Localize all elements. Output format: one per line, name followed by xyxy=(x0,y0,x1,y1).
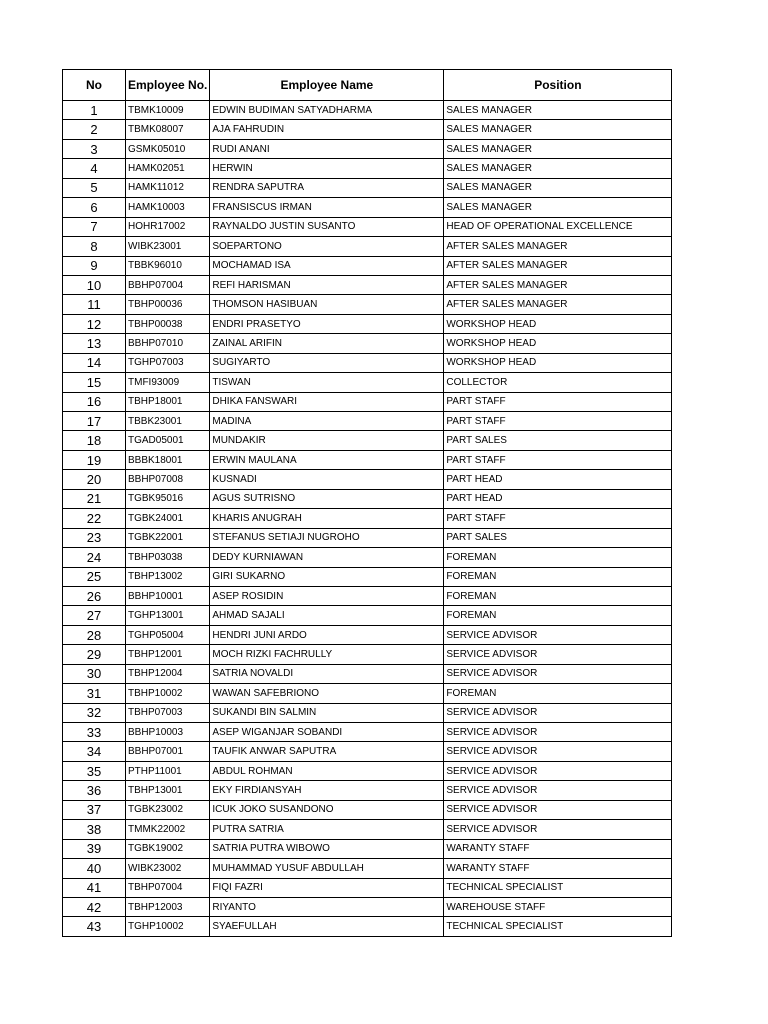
employee-name: MADINA xyxy=(210,412,444,431)
employee-name: STEFANUS SETIAJI NUGROHO xyxy=(210,528,444,547)
row-number: 13 xyxy=(63,334,126,353)
employee-name: GIRI SUKARNO xyxy=(210,567,444,586)
row-number: 38 xyxy=(63,820,126,839)
position: FOREMAN xyxy=(444,548,672,567)
table-row xyxy=(63,703,672,722)
table-row xyxy=(63,178,672,197)
employee-name: AGUS SUTRISNO xyxy=(210,489,444,508)
position: PART STAFF xyxy=(444,450,672,469)
row-number: 34 xyxy=(63,742,126,761)
row-number: 8 xyxy=(63,237,126,256)
employee-number: TBMK08007 xyxy=(126,120,210,139)
position: FOREMAN xyxy=(444,567,672,586)
employee-number: TGHP05004 xyxy=(126,625,210,644)
position: WARANTY STAFF xyxy=(444,859,672,878)
employee-number: TBHP03038 xyxy=(126,548,210,567)
employee-name: AHMAD SAJALI xyxy=(210,606,444,625)
table-row xyxy=(63,159,672,178)
employee-name: MOCHAMAD ISA xyxy=(210,256,444,275)
employee-name: SUKANDI BIN SALMIN xyxy=(210,703,444,722)
table-row xyxy=(63,392,672,411)
employee-name: MOCH RIZKI FACHRULLY xyxy=(210,645,444,664)
table-row xyxy=(63,606,672,625)
employee-number: BBHP07001 xyxy=(126,742,210,761)
employee-name: SATRIA NOVALDI xyxy=(210,664,444,683)
row-number: 3 xyxy=(63,139,126,158)
row-number: 28 xyxy=(63,625,126,644)
employee-number: TBHP12004 xyxy=(126,664,210,683)
table-row xyxy=(63,509,672,528)
employee-number: TBHP07003 xyxy=(126,703,210,722)
table-row xyxy=(63,489,672,508)
employee-name: RUDI ANANI xyxy=(210,139,444,158)
employee-number: TGBK22001 xyxy=(126,528,210,547)
position: SALES MANAGER xyxy=(444,159,672,178)
position: AFTER SALES MANAGER xyxy=(444,295,672,314)
table-row xyxy=(63,684,672,703)
employee-number: TBHP07004 xyxy=(126,878,210,897)
employee-number: TBHP12003 xyxy=(126,897,210,916)
table-row xyxy=(63,742,672,761)
employee-number: BBHP07008 xyxy=(126,470,210,489)
employee-name: RIYANTO xyxy=(210,897,444,916)
table-row xyxy=(63,412,672,431)
employee-number: TGBK24001 xyxy=(126,509,210,528)
position: SERVICE ADVISOR xyxy=(444,761,672,780)
position: AFTER SALES MANAGER xyxy=(444,237,672,256)
employee-number: BBBK18001 xyxy=(126,450,210,469)
table-row xyxy=(63,781,672,800)
table-row xyxy=(63,586,672,605)
position: SERVICE ADVISOR xyxy=(444,703,672,722)
position: WARANTY STAFF xyxy=(444,839,672,858)
employee-name: ERWIN MAULANA xyxy=(210,450,444,469)
header-employee-name: Employee Name xyxy=(210,70,444,101)
row-number: 1 xyxy=(63,101,126,120)
table-row xyxy=(63,256,672,275)
employee-name: EDWIN BUDIMAN SATYADHARMA xyxy=(210,101,444,120)
employee-name: ICUK JOKO SUSANDONO xyxy=(210,800,444,819)
row-number: 16 xyxy=(63,392,126,411)
table-row xyxy=(63,101,672,120)
position: SERVICE ADVISOR xyxy=(444,645,672,664)
row-number: 5 xyxy=(63,178,126,197)
table-row xyxy=(63,237,672,256)
position: AFTER SALES MANAGER xyxy=(444,256,672,275)
employee-number: TGBK19002 xyxy=(126,839,210,858)
row-number: 11 xyxy=(63,295,126,314)
table-row xyxy=(63,373,672,392)
row-number: 9 xyxy=(63,256,126,275)
table-row xyxy=(63,450,672,469)
position: FOREMAN xyxy=(444,586,672,605)
table-row xyxy=(63,897,672,916)
employee-name: HENDRI JUNI ARDO xyxy=(210,625,444,644)
employee-number: TBHP12001 xyxy=(126,645,210,664)
employee-number: TMFI93009 xyxy=(126,373,210,392)
row-number: 2 xyxy=(63,120,126,139)
employee-number: BBHP10003 xyxy=(126,723,210,742)
table-row xyxy=(63,645,672,664)
position: PART SALES xyxy=(444,528,672,547)
table-row xyxy=(63,334,672,353)
table-row xyxy=(63,567,672,586)
row-number: 18 xyxy=(63,431,126,450)
position: HEAD OF OPERATIONAL EXCELLENCE xyxy=(444,217,672,236)
employee-number: TBHP00038 xyxy=(126,314,210,333)
employee-number: TGHP10002 xyxy=(126,917,210,936)
employee-name: ENDRI PRASETYO xyxy=(210,314,444,333)
table-row xyxy=(63,353,672,372)
row-number: 31 xyxy=(63,684,126,703)
table-row xyxy=(63,917,672,936)
employee-name: KUSNADI xyxy=(210,470,444,489)
table-row xyxy=(63,295,672,314)
employee-name: ABDUL ROHMAN xyxy=(210,761,444,780)
table-row xyxy=(63,723,672,742)
employee-name: EKY FIRDIANSYAH xyxy=(210,781,444,800)
row-number: 39 xyxy=(63,839,126,858)
position: PART HEAD xyxy=(444,489,672,508)
employee-number: TGAD05001 xyxy=(126,431,210,450)
table-body xyxy=(63,101,672,937)
position: SERVICE ADVISOR xyxy=(444,664,672,683)
position: SERVICE ADVISOR xyxy=(444,820,672,839)
position: COLLECTOR xyxy=(444,373,672,392)
position: SALES MANAGER xyxy=(444,101,672,120)
employee-name: TISWAN xyxy=(210,373,444,392)
row-number: 42 xyxy=(63,897,126,916)
row-number: 24 xyxy=(63,548,126,567)
employee-name: SYAEFULLAH xyxy=(210,917,444,936)
header-employee-no: Employee No. xyxy=(126,70,210,101)
position: PART HEAD xyxy=(444,470,672,489)
row-number: 23 xyxy=(63,528,126,547)
position: PART SALES xyxy=(444,431,672,450)
row-number: 19 xyxy=(63,450,126,469)
position: SERVICE ADVISOR xyxy=(444,800,672,819)
employee-number: TGHP07003 xyxy=(126,353,210,372)
table-row xyxy=(63,314,672,333)
employee-number: TGHP13001 xyxy=(126,606,210,625)
employee-number: TBHP10002 xyxy=(126,684,210,703)
table-row xyxy=(63,761,672,780)
row-number: 33 xyxy=(63,723,126,742)
employee-name: ASEP WIGANJAR SOBANDI xyxy=(210,723,444,742)
employee-number: WIBK23001 xyxy=(126,237,210,256)
employee-name: HERWIN xyxy=(210,159,444,178)
employee-number: HAMK10003 xyxy=(126,198,210,217)
header-position: Position xyxy=(444,70,672,101)
employee-number: TBHP13002 xyxy=(126,567,210,586)
row-number: 4 xyxy=(63,159,126,178)
table-row xyxy=(63,839,672,858)
employee-name: ZAINAL ARIFIN xyxy=(210,334,444,353)
position: PART STAFF xyxy=(444,392,672,411)
employee-name: RENDRA SAPUTRA xyxy=(210,178,444,197)
row-number: 14 xyxy=(63,353,126,372)
employee-table xyxy=(62,69,672,937)
row-number: 12 xyxy=(63,314,126,333)
employee-name: PUTRA SATRIA xyxy=(210,820,444,839)
row-number: 25 xyxy=(63,567,126,586)
employee-name: WAWAN SAFEBRIONO xyxy=(210,684,444,703)
employee-name: MUHAMMAD YUSUF ABDULLAH xyxy=(210,859,444,878)
table-row xyxy=(63,528,672,547)
employee-number: TBHP13001 xyxy=(126,781,210,800)
position: SALES MANAGER xyxy=(444,120,672,139)
employee-number: PTHP11001 xyxy=(126,761,210,780)
employee-name: KHARIS ANUGRAH xyxy=(210,509,444,528)
row-number: 17 xyxy=(63,412,126,431)
table-row xyxy=(63,198,672,217)
table-row xyxy=(63,217,672,236)
position: SERVICE ADVISOR xyxy=(444,625,672,644)
table-row xyxy=(63,548,672,567)
row-number: 30 xyxy=(63,664,126,683)
position: TECHNICAL SPECIALIST xyxy=(444,917,672,936)
position: FOREMAN xyxy=(444,606,672,625)
employee-number: HOHR17002 xyxy=(126,217,210,236)
position: FOREMAN xyxy=(444,684,672,703)
employee-number: TBBK96010 xyxy=(126,256,210,275)
employee-name: REFI HARISMAN xyxy=(210,275,444,294)
position: AFTER SALES MANAGER xyxy=(444,275,672,294)
position: WORKSHOP HEAD xyxy=(444,353,672,372)
employee-name: DEDY KURNIAWAN xyxy=(210,548,444,567)
position: WORKSHOP HEAD xyxy=(444,314,672,333)
row-number: 37 xyxy=(63,800,126,819)
table-row xyxy=(63,139,672,158)
row-number: 29 xyxy=(63,645,126,664)
employee-number: TBHP18001 xyxy=(126,392,210,411)
table-row xyxy=(63,120,672,139)
position: PART STAFF xyxy=(444,509,672,528)
employee-number: HAMK11012 xyxy=(126,178,210,197)
table-row xyxy=(63,275,672,294)
row-number: 41 xyxy=(63,878,126,897)
employee-number: TMMK22002 xyxy=(126,820,210,839)
employee-name: SOEPARTONO xyxy=(210,237,444,256)
position: PART STAFF xyxy=(444,412,672,431)
employee-name: ASEP ROSIDIN xyxy=(210,586,444,605)
table-row xyxy=(63,664,672,683)
employee-name: MUNDAKIR xyxy=(210,431,444,450)
position: SERVICE ADVISOR xyxy=(444,742,672,761)
table-row xyxy=(63,878,672,897)
row-number: 20 xyxy=(63,470,126,489)
position: SERVICE ADVISOR xyxy=(444,781,672,800)
employee-name: RAYNALDO JUSTIN SUSANTO xyxy=(210,217,444,236)
row-number: 10 xyxy=(63,275,126,294)
employee-name: DHIKA FANSWARI xyxy=(210,392,444,411)
row-number: 22 xyxy=(63,509,126,528)
employee-number: TBMK10009 xyxy=(126,101,210,120)
table-row xyxy=(63,470,672,489)
position: TECHNICAL SPECIALIST xyxy=(444,878,672,897)
employee-name: FIQI FAZRI xyxy=(210,878,444,897)
row-number: 15 xyxy=(63,373,126,392)
row-number: 43 xyxy=(63,917,126,936)
table-row xyxy=(63,859,672,878)
employee-number: WIBK23002 xyxy=(126,859,210,878)
row-number: 26 xyxy=(63,586,126,605)
header-no: No xyxy=(63,70,126,101)
employee-number: BBHP07004 xyxy=(126,275,210,294)
employee-number: HAMK02051 xyxy=(126,159,210,178)
employee-number: GSMK05010 xyxy=(126,139,210,158)
row-number: 40 xyxy=(63,859,126,878)
position: SERVICE ADVISOR xyxy=(444,723,672,742)
row-number: 21 xyxy=(63,489,126,508)
position: WAREHOUSE STAFF xyxy=(444,897,672,916)
employee-number: TGBK23002 xyxy=(126,800,210,819)
employee-name: FRANSISCUS IRMAN xyxy=(210,198,444,217)
employee-number: TBHP00036 xyxy=(126,295,210,314)
row-number: 27 xyxy=(63,606,126,625)
position: SALES MANAGER xyxy=(444,139,672,158)
employee-number: BBHP07010 xyxy=(126,334,210,353)
table-row xyxy=(63,431,672,450)
row-number: 7 xyxy=(63,217,126,236)
row-number: 36 xyxy=(63,781,126,800)
header-row xyxy=(63,70,672,101)
position: WORKSHOP HEAD xyxy=(444,334,672,353)
employee-name: THOMSON HASIBUAN xyxy=(210,295,444,314)
table-row xyxy=(63,820,672,839)
employee-number: TBBK23001 xyxy=(126,412,210,431)
row-number: 32 xyxy=(63,703,126,722)
row-number: 6 xyxy=(63,198,126,217)
employee-name: TAUFIK ANWAR SAPUTRA xyxy=(210,742,444,761)
employee-name: AJA FAHRUDIN xyxy=(210,120,444,139)
position: SALES MANAGER xyxy=(444,198,672,217)
employee-name: SATRIA PUTRA WIBOWO xyxy=(210,839,444,858)
table-row xyxy=(63,625,672,644)
employee-number: TGBK95016 xyxy=(126,489,210,508)
employee-number: BBHP10001 xyxy=(126,586,210,605)
table-row xyxy=(63,800,672,819)
position: SALES MANAGER xyxy=(444,178,672,197)
employee-name: SUGIYARTO xyxy=(210,353,444,372)
row-number: 35 xyxy=(63,761,126,780)
